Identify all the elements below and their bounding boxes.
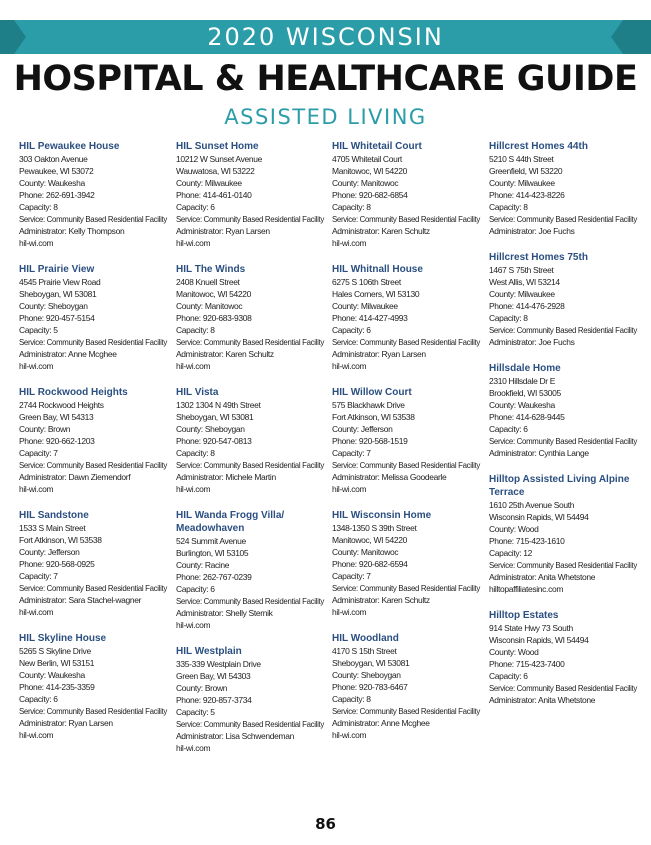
facility-detail-line: County: Waukesha	[19, 670, 85, 680]
facility-detail-line: 2744 Rockwood Heights	[19, 400, 104, 410]
facility-detail-line: Capacity: 8	[489, 313, 528, 323]
facility-detail-line: Phone: 715-423-7400	[489, 659, 565, 669]
facility-detail-line: County: Sheboygan	[176, 424, 245, 434]
facility-detail-line: County: Milwaukee	[332, 301, 398, 311]
facility-detail-line: County: Milwaukee	[176, 178, 242, 188]
facility-detail-line: Service: Community Based Residential Facility	[176, 460, 324, 470]
facility-name: HIL Wisconsin Home	[332, 510, 432, 521]
facility-detail-line: Capacity: 7	[19, 448, 58, 458]
facility-detail-line: Manitowoc, WI 54220	[332, 535, 408, 545]
facility-detail-line: Service: Community Based Residential Facility	[332, 706, 480, 716]
facility-detail-line: Service: Community Based Residential Facility	[19, 460, 167, 470]
facility-detail-line: hil-wi.com	[19, 361, 54, 371]
facility-detail-line: Capacity: 5	[176, 707, 215, 717]
facility-detail-line: Administrator: Anne Mcghee	[332, 718, 430, 728]
facility-detail-line: Service: Community Based Residential Facility	[489, 436, 637, 446]
facility-entry	[332, 263, 482, 372]
facility-detail-line: Service: Community Based Residential Facility	[332, 337, 480, 347]
facility-detail-line: 1348-1350 S 39th Street	[332, 523, 417, 533]
facility-detail-line: Phone: 414-235-3359	[19, 682, 95, 692]
facility-detail-line: Capacity: 6	[19, 694, 58, 704]
facility-detail-line: Service: Community Based Residential Facility	[176, 337, 324, 347]
facility-name: HIL Whitnall House	[332, 264, 423, 275]
facility-detail-line: Service: Community Based Residential Facility	[19, 706, 167, 716]
facility-detail-line: Administrator: Anita Whetstone	[489, 695, 596, 705]
facility-detail-line: hil-wi.com	[19, 607, 54, 617]
facility-entry	[19, 263, 169, 372]
facility-detail-line: Phone: 920-568-1519	[332, 436, 408, 446]
facility-detail-line: County: Brown	[19, 424, 71, 434]
facility-entry	[176, 140, 326, 249]
facility-detail-line: County: Manitowoc	[332, 547, 399, 557]
facility-entry	[176, 386, 326, 495]
facility-detail-line: Administrator: Lisa Schwendeman	[176, 731, 295, 741]
facility-entry	[489, 609, 639, 706]
facility-detail-line: Capacity: 7	[19, 571, 58, 581]
facility-detail-line: 5210 S 44th Street	[489, 154, 554, 164]
facility-detail-line: 914 State Hwy 73 South	[489, 623, 573, 633]
facility-name: HIL Willow Court	[332, 387, 412, 398]
facility-detail-line: Administrator: Ryan Larsen	[19, 718, 113, 728]
facility-detail-line: hil-wi.com	[176, 238, 211, 248]
facility-detail-line: County: Milwaukee	[489, 178, 555, 188]
facility-detail-line: Phone: 920-783-6467	[332, 682, 408, 692]
facility-detail-line: 303 Oakton Avenue	[19, 154, 88, 164]
facility-detail-line: Phone: 920-662-1203	[19, 436, 95, 446]
facility-detail-line: Phone: 920-683-9308	[176, 313, 252, 323]
facility-detail-line: hil-wi.com	[19, 730, 54, 740]
facility-detail-line: 575 Blackhawk Drive	[332, 400, 405, 410]
facility-detail-line: Capacity: 8	[332, 694, 371, 704]
facility-detail-line: Service: Community Based Residential Facility	[489, 560, 637, 570]
facility-detail-line: Capacity: 6	[332, 325, 371, 335]
facility-detail-line: Phone: 262-767-0239	[176, 572, 252, 582]
directory-column	[19, 140, 169, 755]
facility-detail-line: Administrator: Anita Whetstone	[489, 572, 596, 582]
facility-detail-line: hil-wi.com	[332, 238, 367, 248]
facility-detail-line: Phone: 920-682-6594	[332, 559, 408, 569]
facility-detail-line: Sheboygan, WI 53081	[19, 289, 97, 299]
facility-detail-line: Brookfield, WI 53005	[489, 388, 561, 398]
facility-name: Hillcrest Homes 75th	[489, 252, 588, 263]
facility-detail-line: Capacity: 8	[176, 325, 215, 335]
facility-detail-line: Phone: 920-857-3734	[176, 695, 252, 705]
facility-detail-line: Phone: 414-423-8226	[489, 190, 565, 200]
facility-name: HIL Sunset Home	[176, 141, 259, 152]
banner-title: 2020 WISCONSIN	[207, 23, 444, 51]
facility-detail-line: Administrator: Ryan Larsen	[332, 349, 426, 359]
facility-detail-line: Green Bay, WI 54313	[19, 412, 94, 422]
facility-detail-line: Administrator: Sara Stachel-wagner	[19, 595, 142, 605]
facility-detail-line: hil-wi.com	[176, 361, 211, 371]
facility-detail-line: Sheboygan, WI 53081	[176, 412, 254, 422]
facility-detail-line: 1302 1304 N 49th Street	[176, 400, 261, 410]
facility-detail-line: County: Waukesha	[19, 178, 85, 188]
page-title: HOSPITAL & HEALTHCARE GUIDE	[13, 59, 638, 99]
facility-detail-line: hil-wi.com	[176, 743, 211, 753]
facility-name: HIL Vista	[176, 387, 219, 398]
facility-detail-line: Service: Community Based Residential Facility	[332, 460, 480, 470]
facility-name: Hilltop Assisted Living Alpine Terrace	[489, 474, 630, 498]
facility-detail-line: Administrator: Joe Fuchs	[489, 226, 575, 236]
facility-detail-line: Greenfield, WI 53220	[489, 166, 563, 176]
facility-detail-line: Administrator: Kelly Thompson	[19, 226, 125, 236]
facility-entry	[332, 509, 482, 618]
facility-detail-line: 1610 25th Avenue South	[489, 500, 575, 510]
facility-detail-line: County: Manitowoc	[176, 301, 243, 311]
facility-detail-line: Wisconsin Rapids, WI 54494	[489, 635, 589, 645]
facility-detail-line: Phone: 414-427-4993	[332, 313, 408, 323]
facility-detail-line: Green Bay, WI 54303	[176, 671, 251, 681]
facility-detail-line: 335-339 Westplain Drive	[176, 659, 261, 669]
facility-entry	[489, 362, 639, 459]
facility-detail-line: County: Jefferson	[19, 547, 80, 557]
facility-entry	[332, 386, 482, 495]
facility-name: HIL Westplain	[176, 646, 242, 657]
facility-detail-line: hil-wi.com	[176, 484, 211, 494]
facility-detail-line: Administrator: Shelly Sternik	[176, 608, 273, 618]
facility-detail-line: Phone: 414-461-0140	[176, 190, 252, 200]
facility-detail-line: Service: Community Based Residential Facility	[176, 596, 324, 606]
facility-detail-line: Phone: 715-423-1610	[489, 536, 565, 546]
directory-columns	[19, 140, 639, 800]
facility-detail-line: 524 Summit Avenue	[176, 536, 246, 546]
facility-detail-line: hil-wi.com	[332, 484, 367, 494]
facility-detail-line: Administrator: Cynthia Lange	[489, 448, 589, 458]
facility-name: HIL Skyline House	[19, 633, 107, 644]
facility-detail-line: Phone: 920-568-0925	[19, 559, 95, 569]
facility-entry	[19, 632, 169, 741]
facility-detail-line: 4705 Whitetail Court	[332, 154, 402, 164]
facility-entry	[176, 509, 326, 631]
facility-detail-line: Phone: 920-682-6854	[332, 190, 408, 200]
facility-name: HIL Sandstone	[19, 510, 89, 521]
facility-detail-line: 5265 S Skyline Drive	[19, 646, 91, 656]
facility-name: Hillcrest Homes 44th	[489, 141, 588, 152]
facility-detail-line: hil-wi.com	[332, 607, 367, 617]
facility-entry	[176, 263, 326, 372]
facility-detail-line: Burlington, WI 53105	[176, 548, 249, 558]
facility-detail-line: Administrator: Karen Schultz	[176, 349, 274, 359]
facility-detail-line: Service: Community Based Residential Facility	[19, 337, 167, 347]
facility-detail-line: Administrator: Karen Schultz	[332, 226, 430, 236]
facility-entry	[489, 140, 639, 237]
facility-name: HIL Wanda Frogg Villa/ Meadowhaven	[176, 510, 285, 534]
facility-detail-line: Capacity: 8	[19, 202, 58, 212]
facility-detail-line: Phone: 262-691-3942	[19, 190, 95, 200]
facility-detail-line: Wauwatosa, WI 53222	[176, 166, 255, 176]
facility-detail-line: Fort Atkinson, WI 53538	[19, 535, 102, 545]
directory-column	[332, 140, 482, 755]
facility-detail-line: County: Wood	[489, 524, 539, 534]
facility-detail-line: 4545 Prairie View Road	[19, 277, 101, 287]
facility-detail-line: New Berlin, WI 53151	[19, 658, 95, 668]
facility-detail-line: Pewaukee, WI 53072	[19, 166, 94, 176]
facility-name: Hillsdale Home	[489, 363, 561, 374]
page-number: 86	[315, 815, 336, 833]
facility-detail-line: hil-wi.com	[19, 484, 54, 494]
facility-detail-line: County: Sheboygan	[332, 670, 401, 680]
facility-detail-line: 10212 W Sunset Avenue	[176, 154, 262, 164]
facility-detail-line: Capacity: 6	[489, 671, 528, 681]
facility-detail-line: 4170 S 15th Street	[332, 646, 397, 656]
facility-detail-line: Capacity: 8	[176, 448, 215, 458]
facility-detail-line: County: Jefferson	[332, 424, 393, 434]
facility-detail-line: County: Wood	[489, 647, 539, 657]
facility-name: Hilltop Estates	[489, 610, 559, 621]
facility-name: HIL Prairie View	[19, 264, 95, 275]
facility-name: HIL The Winds	[176, 264, 246, 275]
facility-detail-line: Service: Community Based Residential Facility	[332, 583, 480, 593]
facility-entry	[489, 251, 639, 348]
facility-entry	[19, 509, 169, 618]
directory-column	[176, 140, 326, 768]
facility-detail-line: hil-wi.com	[19, 238, 54, 248]
facility-detail-line: Service: Community Based Residential Facility	[489, 683, 637, 693]
facility-detail-line: Phone: 414-476-2928	[489, 301, 565, 311]
facility-name: HIL Woodland	[332, 633, 399, 644]
facility-detail-line: Administrator: Anne Mcghee	[19, 349, 117, 359]
facility-detail-line: 1467 S 75th Street	[489, 265, 554, 275]
facility-detail-line: West Allis, WI 53214	[489, 277, 560, 287]
facility-detail-line: Sheboygan, WI 53081	[332, 658, 410, 668]
facility-entry	[19, 386, 169, 495]
facility-name: HIL Whitetail Court	[332, 141, 422, 152]
facility-detail-line: 2408 Knuell Street	[176, 277, 240, 287]
facility-detail-line: County: Milwaukee	[489, 289, 555, 299]
facility-detail-line: Capacity: 7	[332, 448, 371, 458]
facility-detail-line: Service: Community Based Residential Facility	[19, 583, 167, 593]
facility-detail-line: Service: Community Based Residential Facility	[19, 214, 167, 224]
facility-detail-line: Administrator: Michele Martin	[176, 472, 276, 482]
section-subtitle: ASSISTED LIVING	[224, 105, 427, 129]
facility-detail-line: Capacity: 12	[489, 548, 533, 558]
facility-detail-line: Service: Community Based Residential Facility	[176, 214, 324, 224]
facility-detail-line: Administrator: Melissa Goodearle	[332, 472, 447, 482]
facility-entry	[332, 632, 482, 741]
facility-name: HIL Pewaukee House	[19, 141, 120, 152]
facility-detail-line: Service: Community Based Residential Facility	[489, 214, 637, 224]
facility-detail-line: Phone: 414-628-9445	[489, 412, 565, 422]
facility-detail-line: Service: Community Based Residential Facility	[332, 214, 480, 224]
facility-detail-line: Service: Community Based Residential Facility	[489, 325, 637, 335]
facility-detail-line: Capacity: 7	[332, 571, 371, 581]
facility-detail-line: Service: Community Based Residential Facility	[176, 719, 324, 729]
facility-detail-line: hil-wi.com	[176, 620, 211, 630]
facility-detail-line: Hales Corners, WI 53130	[332, 289, 420, 299]
facility-detail-line: 6275 S 106th Street	[332, 277, 401, 287]
facility-detail-line: Fort Atkinson, WI 53538	[332, 412, 415, 422]
facility-detail-line: Capacity: 8	[489, 202, 528, 212]
facility-entry	[332, 140, 482, 249]
facility-detail-line: Wisconsin Rapids, WI 54494	[489, 512, 589, 522]
facility-detail-line: County: Sheboygan	[19, 301, 88, 311]
facility-detail-line: Capacity: 5	[19, 325, 58, 335]
facility-detail-line: 1533 S Main Street	[19, 523, 86, 533]
facility-detail-line: Capacity: 6	[176, 584, 215, 594]
facility-detail-line: hilltopaffiliatesinc.com	[489, 584, 564, 594]
facility-detail-line: Administrator: Karen Schultz	[332, 595, 430, 605]
facility-detail-line: Manitowoc, WI 54220	[332, 166, 408, 176]
facility-name: HIL Rockwood Heights	[19, 387, 128, 398]
facility-detail-line: Capacity: 6	[176, 202, 215, 212]
facility-entry	[176, 645, 326, 754]
facility-detail-line: hil-wi.com	[332, 730, 367, 740]
facility-detail-line: County: Racine	[176, 560, 230, 570]
facility-detail-line: Administrator: Dawn Ziemendorf	[19, 472, 131, 482]
facility-detail-line: 2310 Hillsdale Dr E	[489, 376, 556, 386]
facility-detail-line: Phone: 920-457-5154	[19, 313, 95, 323]
facility-detail-line: Capacity: 6	[489, 424, 528, 434]
facility-detail-line: Manitowoc, WI 54220	[176, 289, 252, 299]
facility-detail-line: County: Brown	[176, 683, 228, 693]
facility-entry	[19, 140, 169, 249]
facility-detail-line: County: Waukesha	[489, 400, 555, 410]
facility-detail-line: Capacity: 8	[332, 202, 371, 212]
header-banner	[0, 20, 651, 54]
facility-detail-line: Administrator: Ryan Larsen	[176, 226, 270, 236]
facility-detail-line: Administrator: Joe Fuchs	[489, 337, 575, 347]
facility-detail-line: County: Manitowoc	[332, 178, 399, 188]
facility-detail-line: Phone: 920-547-0813	[176, 436, 252, 446]
facility-entry	[489, 473, 639, 595]
facility-detail-line: hil-wi.com	[332, 361, 367, 371]
directory-column	[489, 140, 639, 720]
